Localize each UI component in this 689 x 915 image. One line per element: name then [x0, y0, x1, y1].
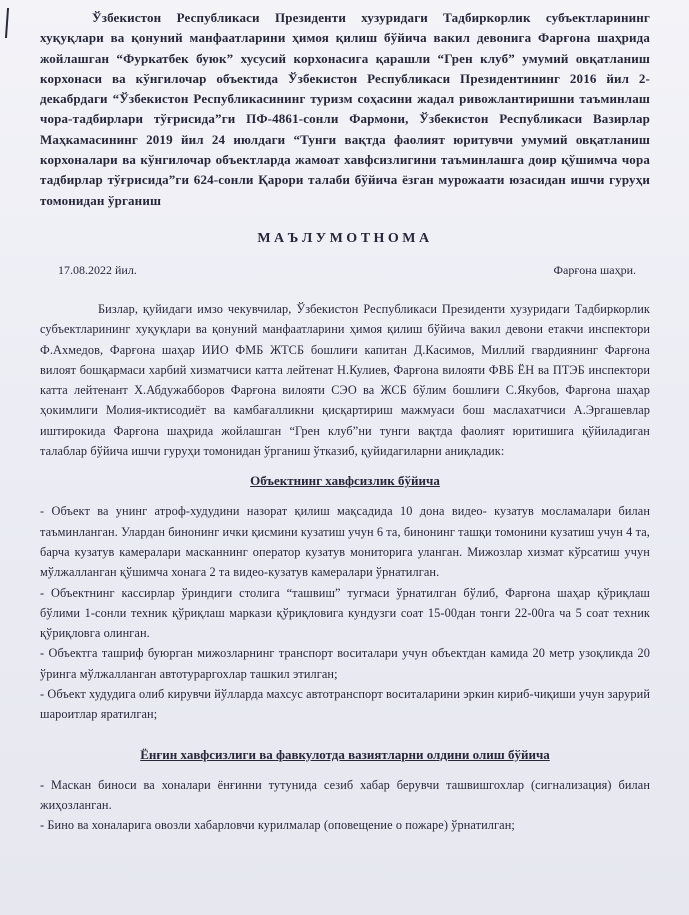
- section-heading-fire-safety: Ёнғин хавфсизлиги ва фавкулотда вазиятларни олдини олиш бўйича: [140, 746, 550, 762]
- document-city: Фарғона шаҳри.: [553, 262, 636, 277]
- list-item: - Маскан биноси ва хоналари ёнғинни тутунида сезиб хабар берувчи ташвишгохлар (сигнализация) билан жиҳозланган.: [40, 777, 650, 812]
- document-date: 17.08.2022 йил.: [58, 262, 137, 277]
- list-item: - Объект ва унинг атроф-худудини назорат қилиш мақсадида 10 дона видео- кузатув мосламалари билан таъминланган. Улардан бинонинг ички қисмини кузатиш учун 6 та, бинонинг ташқи томонини кузатиш учун 4 та, барча кузатув камералари масканнинг оператор кузатув мониторига уланган. Мижозлар хизмат кўрсатиш учун мўлжалланган қўшимча хонага 2 та видео-кузатув камералари ўрнатилган.: [40, 504, 650, 580]
- list-item: - Бино ва хоналарига овозли хабарловчи курилмалар (оповещение о пожаре) ўрнатилган;: [40, 818, 515, 833]
- list-item: - Объектнинг кассирлар ўриндиги столига “ташвиш” тугмаси ўрнатилган бўлиб, Фарғона шаҳар қўриқлаш бўлими 1-сонли техник қўриқлаш маркази қўриқловига кундузги соат 15-00дан тонги 22-00га ча 5 соат техник қўриқловга олинган.: [40, 585, 650, 641]
- pen-mark: [5, 8, 9, 38]
- fire-safety-list: [40, 775, 650, 836]
- list-item: - Объектга ташриф буюрган мижозларнинг транспорт воситалари учун объектдан камида 20 метр узоқликда 20 ўринга мўлжалланган автотураргохлар ташкил этилган;: [40, 646, 650, 681]
- section-heading-security: Объектнинг хавфсизлик бўйича: [250, 473, 440, 489]
- date-line: [40, 263, 650, 281]
- document-body: [40, 8, 650, 836]
- main-paragraph: Бизлар, қуйидаги имзо чекувчилар, Ўзбекистон Республикаси Президенти хузуридаги Тадбиркорлик субъектларининг хуқуқлари ва қонуний манфаатларини ҳимоя қилиш бўйича вакил девони етакчи инспектори Ф.Ахмедов, Фарғона шаҳар ИИО ФМБ ЖТСБ бошлиғи капитан Д.Касимов, Миллий гвардиянинг Фарғона вилоят бошқармаси харбий хизматчиси катта лейтенат Н.Кулиев, Фарғона вилояти ФВБ ЁН ва ПТЭБ инспектори катта лейтенант Х.Абдужабборов Фарғона вилояти СЭО ва ЖСБ бўлим бошлиғи С.Якубов, Фарғона шаҳар ҳокимлиги Молия-иктисодиёт ва камбағалликни қисқартириш мажмуаси бош маслахатчиси А.Эргашевлар иштирокида Фарғона шаҳрида жойлашган “Грен клуб”ни тунги вақтда фаолият юритишига қўйиладиган талаблар бўйича ишчи гуруҳи томонидан ўрганиш ўтказиб, қуйидагиларни аниқладик:: [40, 301, 650, 459]
- security-list: [40, 501, 650, 724]
- list-item: - Объект худудига олиб кирувчи йўлларда махсус автотранспорт воситаларини эркин кириб-чиқиши учун зарурий шароитлар яратилган;: [40, 687, 650, 722]
- intro-paragraph: Ўзбекистон Республикаси Президенти хузуридаги Тадбиркорлик субъектларининг хуқуқлари ва қонуний манфаатларини ҳимоя қилиш бўйича вакил девонига Фарғона шаҳрида жойлашган “Фуркатбек буюк” хусусий корхонасига қарашли “Грен клуб” умумий овқатланиш корхонаси ва кўнгилочар объектида Ўзбекистон Республикаси Президентининг 2016 йил 2-декабрдаги “Ўзбекистон Республикасининг туризм соҳасини жадал ривожлантиришни таъминлаш чора-тадбирлари тўғрисида”ги ПФ-4861-сонли Фармони, Ўзбекистон Республикаси Вазирлар Маҳкамасининг 2019 йил 24 июлдаги “Тунги вақтда фаолият юритувчи умумий овқатланиш корхоналари ва кўнгилочар объектларда жамоат хавфсизлигини таъминлашга доир қўшимча чора тадбирлар тўғрисида”ги 624-сонли Қарори талаби бўйича ёзган мурожаати юзасидан ишчи гуруҳи томонидан ўрганиш: [40, 10, 650, 208]
- document-title: МАЪЛУМОТНОМА: [257, 230, 433, 246]
